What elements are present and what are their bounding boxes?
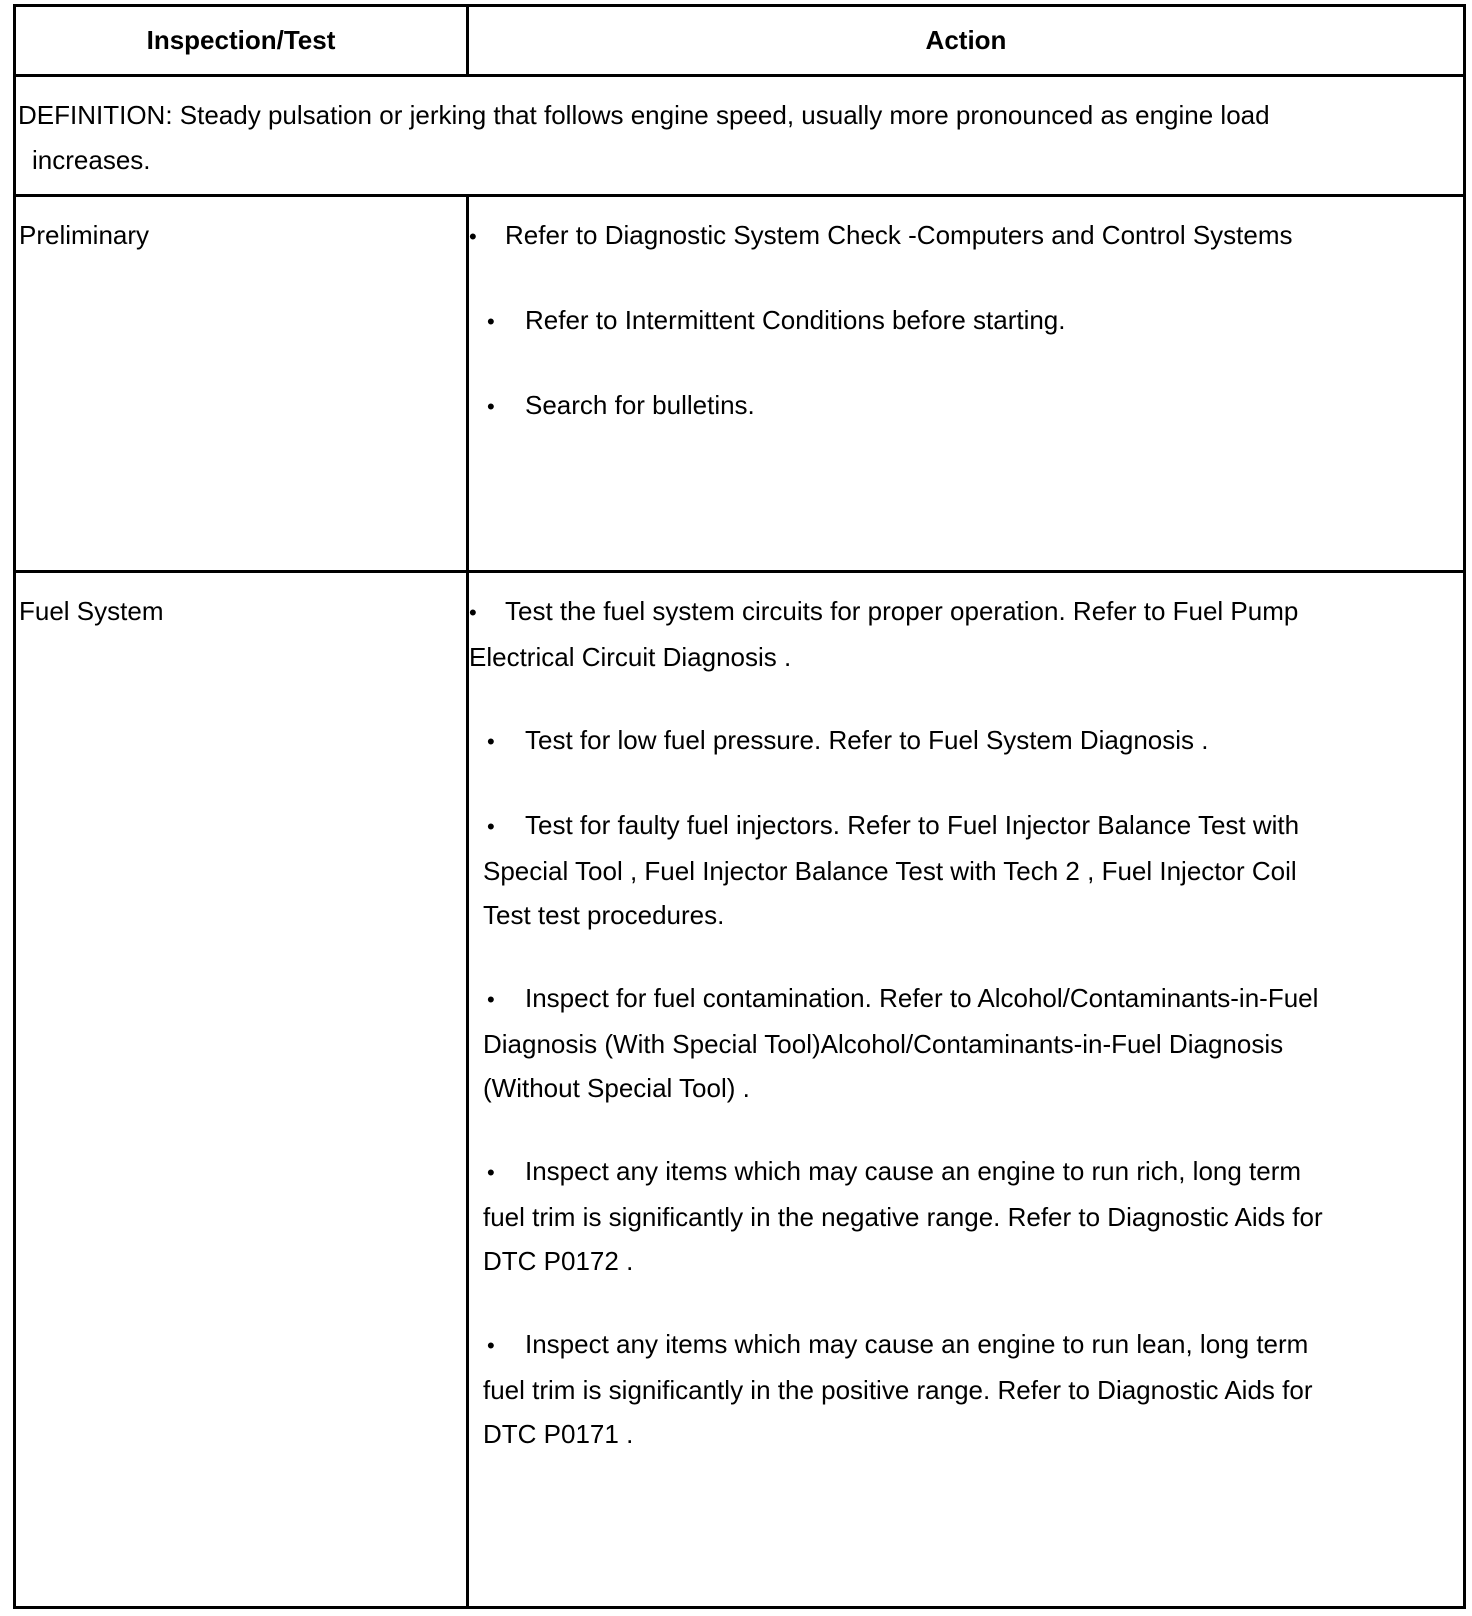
bullet-icon: •	[487, 1333, 495, 1358]
action-text: Refer to Diagnostic System Check -Computers and Control Systems	[505, 220, 1293, 250]
action-list	[469, 213, 1349, 468]
header-inspection-test: Inspection/Test	[146, 25, 336, 55]
column-divider	[466, 197, 469, 1606]
table-row	[16, 197, 1463, 573]
definition-line-2: increases.	[32, 145, 151, 175]
bullet-icon: •	[469, 600, 477, 625]
action-list	[469, 589, 1349, 1495]
action-text: Test for low fuel pressure. Refer to Fuel System Diagnosis .	[525, 725, 1209, 755]
column-divider	[466, 7, 469, 77]
action-item	[469, 589, 1349, 679]
definition-text	[18, 93, 1418, 183]
bullet-icon: •	[487, 814, 495, 839]
definition-row	[16, 77, 1463, 197]
action-item	[469, 1322, 1349, 1456]
action-text: Test the fuel system circuits for proper operation. Refer to Fuel Pump Electrical Circuit Diagnosis .	[469, 596, 1299, 672]
bullet-icon: •	[487, 1160, 495, 1185]
action-text: Search for bulletins.	[525, 390, 755, 420]
bullet-icon: •	[487, 729, 495, 754]
row-label-fuel-system: Fuel System	[19, 596, 164, 626]
action-text: Inspect any items which may cause an engine to run lean, long term fuel trim is significantly in the positive range. Refer to Diagnostic Aids for DTC P0171 .	[483, 1329, 1313, 1449]
bullet-icon: •	[487, 309, 495, 334]
action-item	[469, 718, 1349, 764]
action-text: Inspect for fuel contamination. Refer to Alcohol/Contaminants-in-Fuel Diagnosis (With Special Tool)Alcohol/Contaminants-in-Fuel Diagnosis (Without Special Tool) .	[483, 983, 1319, 1103]
definition-line-1: DEFINITION: Steady pulsation or jerking that follows engine speed, usually more pronounced as engine load	[18, 100, 1270, 130]
table-header-row	[16, 7, 1463, 77]
action-text: Inspect any items which may cause an engine to run rich, long term fuel trim is significantly in the negative range. Refer to Diagnostic Aids for DTC P0172 .	[483, 1156, 1323, 1276]
row-label-preliminary: Preliminary	[19, 220, 150, 250]
action-item	[469, 213, 1349, 259]
bullet-icon: •	[487, 394, 495, 419]
action-text: Test for faulty fuel injectors. Refer to Fuel Injector Balance Test with Special Tool , Fuel Injector Balance Test with Tech 2 , Fuel Injector Coil Test test procedures.	[483, 810, 1300, 930]
bullet-icon: •	[487, 987, 495, 1012]
action-text: Refer to Intermittent Conditions before starting.	[525, 305, 1066, 335]
action-item	[469, 1149, 1349, 1283]
diagnostic-table	[13, 4, 1466, 1609]
bullet-icon: •	[469, 224, 477, 249]
action-item	[469, 976, 1349, 1110]
table-row	[16, 573, 1463, 1606]
action-item	[469, 803, 1349, 937]
header-action: Action	[925, 25, 1007, 55]
action-item	[469, 298, 1349, 344]
action-item	[469, 383, 1349, 429]
